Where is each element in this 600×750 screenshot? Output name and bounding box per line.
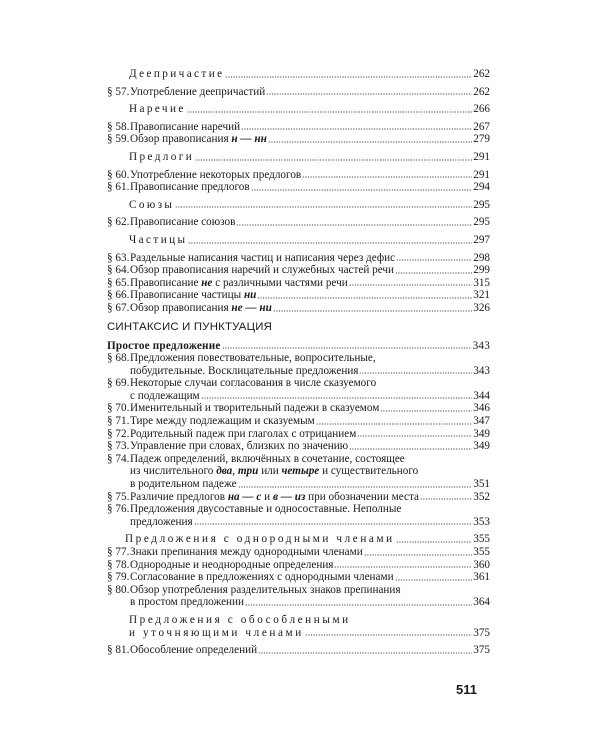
toc-entry-75: § 75. Различие предлогов на — с и в — из при обозначении места 352 [107,490,490,503]
toc-entry-80-cont: в простом предложении 364 [130,596,490,609]
toc-entry-68: § 68.Предложения повествовательные, вопросительные, [107,352,376,365]
toc-entry-64: § 64. Обзор правописания наречий и служебных частей речи 299 [107,264,490,277]
toc-subheading-homogeneous: Предложения с однородными членами 355 [125,533,490,546]
toc-entry-60: § 60. Употребление некоторых предлогов 291 [107,168,490,181]
toc-entry-65: § 65. Правописание не с различными частями речи 315 [107,276,490,289]
toc-entry-69: § 69.Некоторые случаи согласования в числе сказуемого [107,377,377,390]
toc-subheading-conjunctions: Союзы 295 [129,198,490,211]
toc-entry-58: § 58. Правописание наречий 267 [107,120,490,133]
toc-entry-68-cont: побудительные. Восклицательные предложения 343 [130,364,490,377]
toc-entry-79: § 79. Согласование в предложениях с однородными членами 361 [107,571,490,584]
toc-entry-76: § 76.Предложения двусоставные и односоставные. Неполные [107,503,402,516]
toc-entry-78: § 78. Однородные и неоднородные определения 360 [107,558,490,571]
toc-entry-72: § 72. Родительный падеж при глаголах с отрицанием 349 [107,427,490,440]
toc-entry-76-cont: предложения 353 [130,515,490,528]
toc-subheading-participle: Деепричастие 262 [129,68,490,80]
toc-entry-74-line2: из числительного два, три или четыре и существительного [130,465,419,478]
toc-entry-66: § 66. Правописание частицы ни 321 [107,289,490,302]
toc-subheading-isolated-cont: и уточняющими членами 375 [129,626,490,639]
toc-entry-61: § 61. Правописание предлогов 294 [107,181,490,194]
toc-entry-59: § 59. Обзор правописания н — нн 279 [107,133,490,146]
toc-entry-73: § 73. Управление при словах, близких по значению 349 [107,440,490,453]
toc-lead-simple-sentence: Простое предложение 343 [107,339,490,352]
toc-entry-70: § 70. Именительный и творительный падежи в сказуемом 346 [107,402,490,415]
toc-subheading-isolated: Предложения с обособленными [129,613,351,626]
toc-entry-71: § 71. Тире между подлежащим и сказуемым 347 [107,415,490,428]
toc-subheading-particles: Частицы 297 [129,233,490,246]
toc-subheading-adverb: Наречие 266 [129,103,490,116]
toc-entry-62: § 62. Правописание союзов 295 [107,216,490,229]
page-number: 511 [456,682,477,697]
toc-entry-77: § 77. Знаки препинания между однородными членами 355 [107,546,490,558]
toc-entry-74-cont: в родительном падеже 351 [130,478,490,491]
part-heading-syntax: СИНТАКСИС И ПУНКТУАЦИЯ [107,320,273,333]
toc-entry-80: § 80.Обзор употребления разделительных знаков препинания [107,583,401,596]
toc-entry-69-cont: с подлежащим 344 [130,389,490,402]
table-of-contents [107,68,490,657]
toc-entry-63: § 63. Раздельные написания частиц и написания через дефис 298 [107,251,490,264]
toc-entry-81: § 81. Обособление определений 375 [107,644,490,657]
toc-entry-67: § 67. Обзор правописания не — ни 326 [107,301,490,314]
toc-entry-74: § 74.Падеж определений, включённых в сочетание, состоящее [107,452,405,465]
toc-entry-57: § 57. Употребление деепричастий 262 [107,85,490,98]
toc-subheading-prepositions: Предлоги 291 [129,150,490,163]
